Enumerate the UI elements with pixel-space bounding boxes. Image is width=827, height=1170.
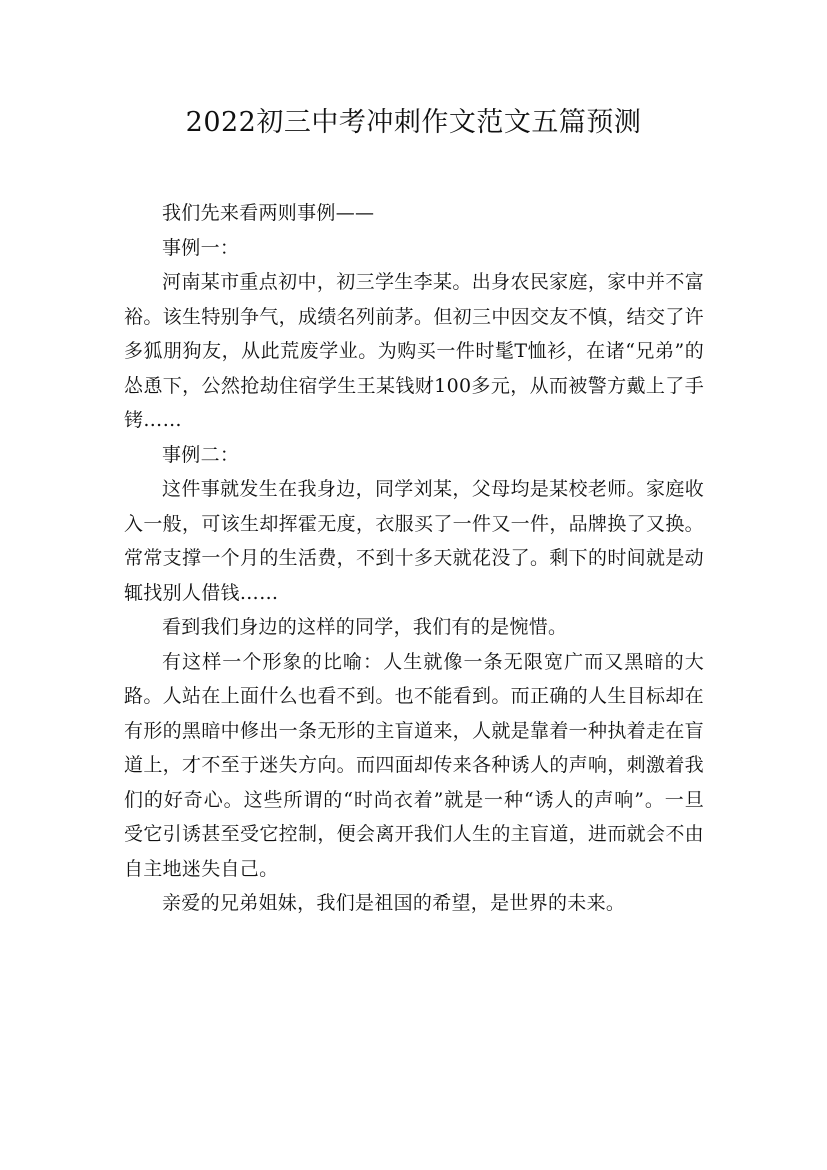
paragraph-closing: 亲爱的兄弟姐妹，我们是祖国的希望，是世界的未来。 bbox=[162, 892, 626, 914]
paragraph-example-two: 这件事就发生在我身边，同学刘某，父母均是某校老师。家庭收入一般，可该生却挥霍无度，衣服买了一件又一件，品牌换了又换。常常支撑一个月的生活费，不到十多天就花没了。剩下的时间就是动辄找别人借钱…… bbox=[124, 478, 704, 604]
paragraph-regret: 看到我们身边的这样的同学，我们有的是惋惜。 bbox=[162, 616, 568, 638]
paragraph-example-two-heading: 事例二： bbox=[162, 443, 240, 466]
document-body bbox=[124, 196, 704, 921]
document-title: 2022初三中考冲刺作文范文五篇预测 bbox=[185, 107, 642, 138]
paragraph-example-one-heading: 事例一： bbox=[162, 236, 240, 259]
paragraph-metaphor: 有这样一个形象的比喻：人生就像一条无限宽广而又黑暗的大路。人站在上面什么也看不到。也不能看到。而正确的人生目标却在有形的黑暗中修出一条无形的主盲道来，人就是靠着一种执着走在盲道上，才不至于迷失方向。而四面却传来各种诱人的声响，刺激着我们的好奇心。这些所谓的“时尚衣着”就是一种“诱人的声响”。一旦受它引诱甚至受它控制，便会离开我们人生的主盲道，进而就会不由自主地迷失自己。 bbox=[124, 650, 704, 880]
paragraph-example-one: 河南某市重点初中，初三学生李某。出身农民家庭，家中并不富裕。该生特别争气，成绩名列前茅。但初三中因交友不慎，结交了许多狐朋狗友，从此荒废学业。为购买一件时髦T恤衫，在诸“兄弟”的怂恿下，公然抢劫住宿学生王某钱财100多元，从而被警方戴上了手铐…… bbox=[124, 271, 704, 431]
paragraph-intro: 我们先来看两则事例—— bbox=[162, 202, 375, 224]
